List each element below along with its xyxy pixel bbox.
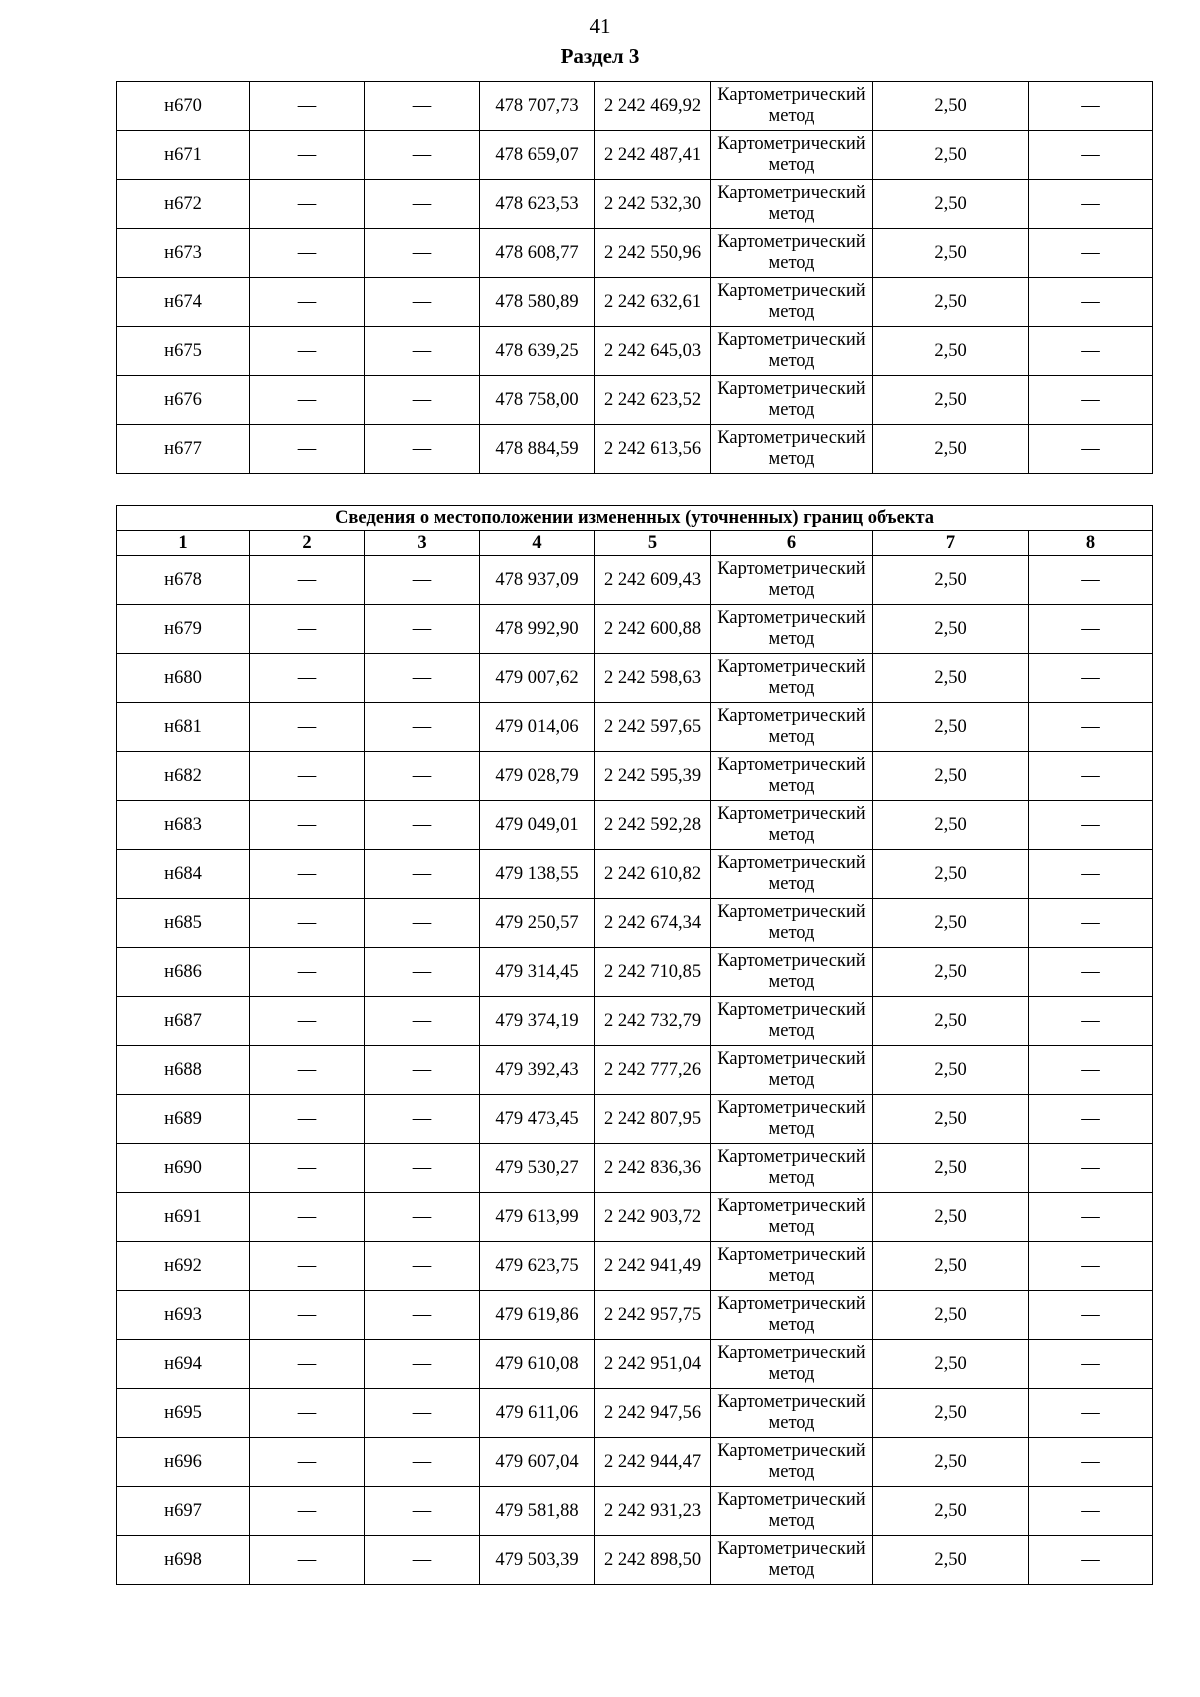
cell-x-coordinate: 479 623,75 bbox=[480, 1242, 595, 1291]
coordinates-table-top bbox=[116, 81, 1153, 474]
cell-method: Картометрический метод bbox=[711, 327, 873, 376]
cell-method: Картометрический метод bbox=[711, 899, 873, 948]
cell-col3: — bbox=[365, 1144, 480, 1193]
cell-method: Картометрический метод bbox=[711, 376, 873, 425]
cell-col3: — bbox=[365, 556, 480, 605]
cell-accuracy: 2,50 bbox=[873, 376, 1029, 425]
cell-col3: — bbox=[365, 997, 480, 1046]
cell-y-coordinate: 2 242 807,95 bbox=[595, 1095, 711, 1144]
cell-y-coordinate: 2 242 595,39 bbox=[595, 752, 711, 801]
cell-col3: — bbox=[365, 899, 480, 948]
cell-y-coordinate: 2 242 931,23 bbox=[595, 1487, 711, 1536]
coordinates-table-bottom bbox=[116, 505, 1153, 1585]
table-row bbox=[117, 327, 1153, 376]
cell-point-id: н695 bbox=[117, 1389, 250, 1438]
cell-col2: — bbox=[250, 82, 365, 131]
cell-point-id: н684 bbox=[117, 850, 250, 899]
cell-y-coordinate: 2 242 836,36 bbox=[595, 1144, 711, 1193]
cell-col8: — bbox=[1029, 850, 1153, 899]
cell-method: Картометрический метод bbox=[711, 425, 873, 474]
cell-col3: — bbox=[365, 801, 480, 850]
cell-x-coordinate: 479 619,86 bbox=[480, 1291, 595, 1340]
table-row bbox=[117, 850, 1153, 899]
cell-y-coordinate: 2 242 592,28 bbox=[595, 801, 711, 850]
cell-point-id: н694 bbox=[117, 1340, 250, 1389]
cell-x-coordinate: 479 530,27 bbox=[480, 1144, 595, 1193]
cell-accuracy: 2,50 bbox=[873, 82, 1029, 131]
cell-method: Картометрический метод bbox=[711, 752, 873, 801]
cell-y-coordinate: 2 242 732,79 bbox=[595, 997, 711, 1046]
table-row bbox=[117, 1144, 1153, 1193]
cell-method: Картометрический метод bbox=[711, 1242, 873, 1291]
cell-accuracy: 2,50 bbox=[873, 229, 1029, 278]
cell-x-coordinate: 479 250,57 bbox=[480, 899, 595, 948]
cell-y-coordinate: 2 242 610,82 bbox=[595, 850, 711, 899]
cell-y-coordinate: 2 242 898,50 bbox=[595, 1536, 711, 1585]
cell-method: Картометрический метод bbox=[711, 82, 873, 131]
cell-point-id: н688 bbox=[117, 1046, 250, 1095]
cell-col2: — bbox=[250, 1340, 365, 1389]
cell-col2: — bbox=[250, 1095, 365, 1144]
cell-col2: — bbox=[250, 376, 365, 425]
cell-col8: — bbox=[1029, 278, 1153, 327]
table-row bbox=[117, 899, 1153, 948]
column-header: 5 bbox=[595, 531, 711, 556]
cell-point-id: н698 bbox=[117, 1536, 250, 1585]
cell-col8: — bbox=[1029, 1193, 1153, 1242]
table-row bbox=[117, 1046, 1153, 1095]
cell-col8: — bbox=[1029, 180, 1153, 229]
cell-x-coordinate: 479 610,08 bbox=[480, 1340, 595, 1389]
cell-col3: — bbox=[365, 1095, 480, 1144]
cell-point-id: н681 bbox=[117, 703, 250, 752]
cell-col2: — bbox=[250, 1193, 365, 1242]
table-row bbox=[117, 801, 1153, 850]
cell-x-coordinate: 478 623,53 bbox=[480, 180, 595, 229]
cell-x-coordinate: 479 374,19 bbox=[480, 997, 595, 1046]
table-row bbox=[117, 131, 1153, 180]
cell-accuracy: 2,50 bbox=[873, 703, 1029, 752]
cell-x-coordinate: 478 608,77 bbox=[480, 229, 595, 278]
cell-col8: — bbox=[1029, 1438, 1153, 1487]
cell-col8: — bbox=[1029, 1095, 1153, 1144]
cell-x-coordinate: 479 392,43 bbox=[480, 1046, 595, 1095]
cell-y-coordinate: 2 242 777,26 bbox=[595, 1046, 711, 1095]
cell-col8: — bbox=[1029, 131, 1153, 180]
cell-col8: — bbox=[1029, 899, 1153, 948]
cell-col3: — bbox=[365, 1242, 480, 1291]
cell-y-coordinate: 2 242 598,63 bbox=[595, 654, 711, 703]
cell-col8: — bbox=[1029, 605, 1153, 654]
cell-point-id: н674 bbox=[117, 278, 250, 327]
cell-method: Картометрический метод bbox=[711, 229, 873, 278]
cell-point-id: н680 bbox=[117, 654, 250, 703]
cell-point-id: н682 bbox=[117, 752, 250, 801]
cell-col8: — bbox=[1029, 1144, 1153, 1193]
cell-point-id: н683 bbox=[117, 801, 250, 850]
cell-method: Картометрический метод bbox=[711, 1291, 873, 1340]
cell-y-coordinate: 2 242 645,03 bbox=[595, 327, 711, 376]
table-row bbox=[117, 654, 1153, 703]
cell-col2: — bbox=[250, 556, 365, 605]
table-row bbox=[117, 278, 1153, 327]
section-title: Раздел 3 bbox=[560, 44, 640, 68]
cell-y-coordinate: 2 242 674,34 bbox=[595, 899, 711, 948]
cell-point-id: н691 bbox=[117, 1193, 250, 1242]
cell-x-coordinate: 478 992,90 bbox=[480, 605, 595, 654]
cell-accuracy: 2,50 bbox=[873, 180, 1029, 229]
cell-method: Картометрический метод bbox=[711, 850, 873, 899]
cell-accuracy: 2,50 bbox=[873, 997, 1029, 1046]
cell-x-coordinate: 478 580,89 bbox=[480, 278, 595, 327]
cell-accuracy: 2,50 bbox=[873, 1487, 1029, 1536]
cell-col8: — bbox=[1029, 1487, 1153, 1536]
cell-col2: — bbox=[250, 1487, 365, 1536]
table-caption: Сведения о местоположении измененных (уточненных) границ объекта bbox=[117, 506, 1153, 531]
table-row bbox=[117, 1340, 1153, 1389]
cell-point-id: н696 bbox=[117, 1438, 250, 1487]
cell-col8: — bbox=[1029, 997, 1153, 1046]
cell-col2: — bbox=[250, 1536, 365, 1585]
cell-col3: — bbox=[365, 1046, 480, 1095]
cell-point-id: н685 bbox=[117, 899, 250, 948]
table-row bbox=[117, 752, 1153, 801]
cell-col2: — bbox=[250, 850, 365, 899]
cell-col3: — bbox=[365, 703, 480, 752]
cell-method: Картометрический метод bbox=[711, 556, 873, 605]
cell-col2: — bbox=[250, 801, 365, 850]
cell-method: Картометрический метод bbox=[711, 278, 873, 327]
cell-method: Картометрический метод bbox=[711, 1389, 873, 1438]
cell-accuracy: 2,50 bbox=[873, 850, 1029, 899]
cell-y-coordinate: 2 242 944,47 bbox=[595, 1438, 711, 1487]
cell-y-coordinate: 2 242 532,30 bbox=[595, 180, 711, 229]
cell-x-coordinate: 479 611,06 bbox=[480, 1389, 595, 1438]
cell-method: Картометрический метод bbox=[711, 1193, 873, 1242]
cell-accuracy: 2,50 bbox=[873, 1340, 1029, 1389]
cell-col3: — bbox=[365, 850, 480, 899]
column-header: 2 bbox=[250, 531, 365, 556]
cell-col8: — bbox=[1029, 1046, 1153, 1095]
cell-y-coordinate: 2 242 951,04 bbox=[595, 1340, 711, 1389]
cell-col8: — bbox=[1029, 425, 1153, 474]
cell-col8: — bbox=[1029, 1389, 1153, 1438]
cell-col2: — bbox=[250, 229, 365, 278]
column-header-row bbox=[117, 531, 1153, 556]
cell-method: Картометрический метод bbox=[711, 703, 873, 752]
cell-accuracy: 2,50 bbox=[873, 425, 1029, 474]
cell-col2: — bbox=[250, 654, 365, 703]
cell-method: Картометрический метод bbox=[711, 1144, 873, 1193]
cell-col3: — bbox=[365, 752, 480, 801]
cell-point-id: н686 bbox=[117, 948, 250, 997]
cell-col3: — bbox=[365, 327, 480, 376]
cell-col8: — bbox=[1029, 801, 1153, 850]
cell-col2: — bbox=[250, 752, 365, 801]
cell-col8: — bbox=[1029, 1340, 1153, 1389]
cell-col3: — bbox=[365, 1487, 480, 1536]
cell-x-coordinate: 478 707,73 bbox=[480, 82, 595, 131]
cell-method: Картометрический метод bbox=[711, 801, 873, 850]
cell-y-coordinate: 2 242 469,92 bbox=[595, 82, 711, 131]
table-row bbox=[117, 556, 1153, 605]
cell-col8: — bbox=[1029, 654, 1153, 703]
cell-accuracy: 2,50 bbox=[873, 1291, 1029, 1340]
cell-method: Картометрический метод bbox=[711, 1487, 873, 1536]
cell-method: Картометрический метод bbox=[711, 654, 873, 703]
cell-x-coordinate: 479 049,01 bbox=[480, 801, 595, 850]
column-header: 1 bbox=[117, 531, 250, 556]
cell-col3: — bbox=[365, 948, 480, 997]
table-row bbox=[117, 1193, 1153, 1242]
cell-col3: — bbox=[365, 605, 480, 654]
cell-col3: — bbox=[365, 1536, 480, 1585]
table-row bbox=[117, 948, 1153, 997]
cell-col2: — bbox=[250, 278, 365, 327]
table-row bbox=[117, 1487, 1153, 1536]
cell-method: Картометрический метод bbox=[711, 605, 873, 654]
cell-accuracy: 2,50 bbox=[873, 1193, 1029, 1242]
cell-y-coordinate: 2 242 710,85 bbox=[595, 948, 711, 997]
cell-point-id: н670 bbox=[117, 82, 250, 131]
cell-col3: — bbox=[365, 1389, 480, 1438]
cell-x-coordinate: 479 613,99 bbox=[480, 1193, 595, 1242]
cell-accuracy: 2,50 bbox=[873, 1438, 1029, 1487]
cell-col8: — bbox=[1029, 752, 1153, 801]
cell-y-coordinate: 2 242 550,96 bbox=[595, 229, 711, 278]
table-row bbox=[117, 180, 1153, 229]
cell-col2: — bbox=[250, 1242, 365, 1291]
cell-col2: — bbox=[250, 1438, 365, 1487]
cell-point-id: н671 bbox=[117, 131, 250, 180]
cell-col3: — bbox=[365, 1291, 480, 1340]
cell-y-coordinate: 2 242 947,56 bbox=[595, 1389, 711, 1438]
cell-x-coordinate: 479 314,45 bbox=[480, 948, 595, 997]
cell-y-coordinate: 2 242 623,52 bbox=[595, 376, 711, 425]
cell-accuracy: 2,50 bbox=[873, 1046, 1029, 1095]
cell-point-id: н675 bbox=[117, 327, 250, 376]
cell-x-coordinate: 478 884,59 bbox=[480, 425, 595, 474]
cell-col3: — bbox=[365, 1340, 480, 1389]
page-number: 41 bbox=[589, 14, 611, 38]
cell-x-coordinate: 479 007,62 bbox=[480, 654, 595, 703]
cell-col2: — bbox=[250, 131, 365, 180]
cell-col8: — bbox=[1029, 229, 1153, 278]
cell-col8: — bbox=[1029, 948, 1153, 997]
cell-point-id: н687 bbox=[117, 997, 250, 1046]
cell-x-coordinate: 479 473,45 bbox=[480, 1095, 595, 1144]
cell-col8: — bbox=[1029, 703, 1153, 752]
table-row bbox=[117, 1095, 1153, 1144]
table-row bbox=[117, 229, 1153, 278]
cell-col8: — bbox=[1029, 1242, 1153, 1291]
column-header: 3 bbox=[365, 531, 480, 556]
column-header: 7 bbox=[873, 531, 1029, 556]
cell-accuracy: 2,50 bbox=[873, 752, 1029, 801]
cell-x-coordinate: 479 138,55 bbox=[480, 850, 595, 899]
cell-method: Картометрический метод bbox=[711, 131, 873, 180]
cell-col3: — bbox=[365, 229, 480, 278]
cell-accuracy: 2,50 bbox=[873, 1144, 1029, 1193]
cell-x-coordinate: 479 581,88 bbox=[480, 1487, 595, 1536]
cell-accuracy: 2,50 bbox=[873, 327, 1029, 376]
cell-col3: — bbox=[365, 82, 480, 131]
cell-x-coordinate: 478 937,09 bbox=[480, 556, 595, 605]
cell-col3: — bbox=[365, 180, 480, 229]
cell-point-id: н689 bbox=[117, 1095, 250, 1144]
cell-y-coordinate: 2 242 487,41 bbox=[595, 131, 711, 180]
cell-x-coordinate: 479 014,06 bbox=[480, 703, 595, 752]
cell-y-coordinate: 2 242 632,61 bbox=[595, 278, 711, 327]
cell-x-coordinate: 478 659,07 bbox=[480, 131, 595, 180]
cell-col3: — bbox=[365, 131, 480, 180]
cell-x-coordinate: 479 607,04 bbox=[480, 1438, 595, 1487]
cell-accuracy: 2,50 bbox=[873, 131, 1029, 180]
cell-col8: — bbox=[1029, 82, 1153, 131]
cell-col2: — bbox=[250, 948, 365, 997]
cell-y-coordinate: 2 242 957,75 bbox=[595, 1291, 711, 1340]
cell-col2: — bbox=[250, 1291, 365, 1340]
table-row bbox=[117, 1291, 1153, 1340]
cell-accuracy: 2,50 bbox=[873, 556, 1029, 605]
cell-col3: — bbox=[365, 425, 480, 474]
column-header: 4 bbox=[480, 531, 595, 556]
cell-col3: — bbox=[365, 278, 480, 327]
cell-col8: — bbox=[1029, 556, 1153, 605]
table-row bbox=[117, 425, 1153, 474]
cell-x-coordinate: 479 503,39 bbox=[480, 1536, 595, 1585]
cell-y-coordinate: 2 242 597,65 bbox=[595, 703, 711, 752]
cell-col2: — bbox=[250, 327, 365, 376]
cell-accuracy: 2,50 bbox=[873, 899, 1029, 948]
cell-point-id: н677 bbox=[117, 425, 250, 474]
cell-col8: — bbox=[1029, 376, 1153, 425]
cell-col3: — bbox=[365, 1193, 480, 1242]
cell-col3: — bbox=[365, 654, 480, 703]
cell-accuracy: 2,50 bbox=[873, 801, 1029, 850]
cell-method: Картометрический метод bbox=[711, 1340, 873, 1389]
cell-accuracy: 2,50 bbox=[873, 654, 1029, 703]
cell-accuracy: 2,50 bbox=[873, 1389, 1029, 1438]
cell-y-coordinate: 2 242 600,88 bbox=[595, 605, 711, 654]
table-row bbox=[117, 605, 1153, 654]
cell-x-coordinate: 479 028,79 bbox=[480, 752, 595, 801]
table-row bbox=[117, 1438, 1153, 1487]
table-caption-row bbox=[117, 506, 1153, 531]
table-row bbox=[117, 376, 1153, 425]
cell-y-coordinate: 2 242 903,72 bbox=[595, 1193, 711, 1242]
cell-y-coordinate: 2 242 609,43 bbox=[595, 556, 711, 605]
cell-point-id: н676 bbox=[117, 376, 250, 425]
cell-accuracy: 2,50 bbox=[873, 1242, 1029, 1291]
cell-accuracy: 2,50 bbox=[873, 605, 1029, 654]
cell-accuracy: 2,50 bbox=[873, 1095, 1029, 1144]
column-header: 6 bbox=[711, 531, 873, 556]
cell-method: Картометрический метод bbox=[711, 180, 873, 229]
cell-method: Картометрический метод bbox=[711, 997, 873, 1046]
cell-point-id: н690 bbox=[117, 1144, 250, 1193]
cell-y-coordinate: 2 242 941,49 bbox=[595, 1242, 711, 1291]
cell-x-coordinate: 478 639,25 bbox=[480, 327, 595, 376]
cell-col2: — bbox=[250, 1389, 365, 1438]
cell-col2: — bbox=[250, 180, 365, 229]
cell-y-coordinate: 2 242 613,56 bbox=[595, 425, 711, 474]
table-row bbox=[117, 997, 1153, 1046]
table-row bbox=[117, 1389, 1153, 1438]
cell-accuracy: 2,50 bbox=[873, 948, 1029, 997]
cell-method: Картометрический метод bbox=[711, 948, 873, 997]
cell-point-id: н679 bbox=[117, 605, 250, 654]
column-header: 8 bbox=[1029, 531, 1153, 556]
cell-col2: — bbox=[250, 899, 365, 948]
table-row bbox=[117, 82, 1153, 131]
cell-col2: — bbox=[250, 703, 365, 752]
cell-point-id: н693 bbox=[117, 1291, 250, 1340]
cell-point-id: н673 bbox=[117, 229, 250, 278]
table-row bbox=[117, 1242, 1153, 1291]
cell-x-coordinate: 478 758,00 bbox=[480, 376, 595, 425]
cell-method: Картометрический метод bbox=[711, 1046, 873, 1095]
cell-col2: — bbox=[250, 1046, 365, 1095]
cell-accuracy: 2,50 bbox=[873, 1536, 1029, 1585]
cell-point-id: н692 bbox=[117, 1242, 250, 1291]
cell-col2: — bbox=[250, 1144, 365, 1193]
cell-col2: — bbox=[250, 425, 365, 474]
table-row bbox=[117, 703, 1153, 752]
cell-method: Картометрический метод bbox=[711, 1536, 873, 1585]
cell-method: Картометрический метод bbox=[711, 1095, 873, 1144]
cell-col3: — bbox=[365, 376, 480, 425]
cell-point-id: н672 bbox=[117, 180, 250, 229]
cell-method: Картометрический метод bbox=[711, 1438, 873, 1487]
cell-point-id: н678 bbox=[117, 556, 250, 605]
cell-col3: — bbox=[365, 1438, 480, 1487]
cell-col2: — bbox=[250, 605, 365, 654]
table-row bbox=[117, 1536, 1153, 1585]
cell-col8: — bbox=[1029, 327, 1153, 376]
cell-col8: — bbox=[1029, 1536, 1153, 1585]
cell-col2: — bbox=[250, 997, 365, 1046]
cell-point-id: н697 bbox=[117, 1487, 250, 1536]
cell-accuracy: 2,50 bbox=[873, 278, 1029, 327]
cell-col8: — bbox=[1029, 1291, 1153, 1340]
